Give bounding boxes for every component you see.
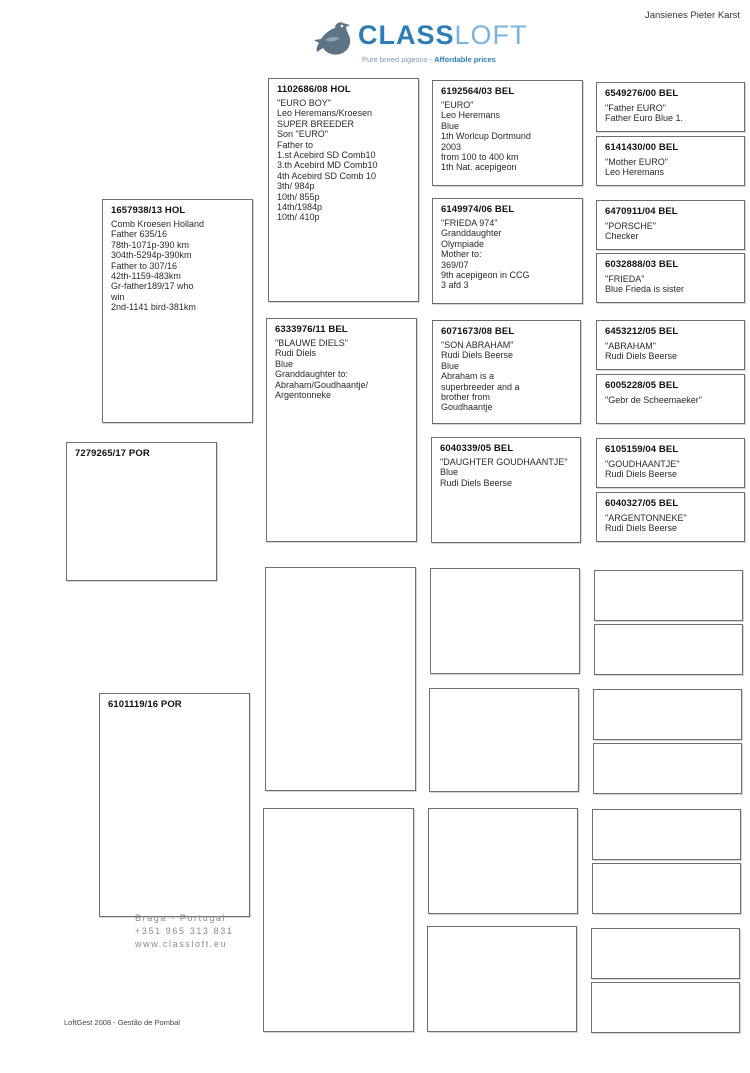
pigeon-detail-line: 1.st Acebird SD Comb10 bbox=[277, 150, 376, 161]
pigeon-box-ffm bbox=[432, 198, 583, 304]
ring-number: 1657938/13 HOL bbox=[111, 205, 186, 216]
pigeon-detail-line: 3.th Acebird MD Comb10 bbox=[277, 160, 378, 171]
pigeon-detail-line: 2003 bbox=[441, 141, 462, 152]
pigeon-detail-line: Olympiade bbox=[441, 238, 485, 249]
pigeon-box-fm bbox=[266, 318, 417, 542]
pigeon-detail-line: "Mother EURO" bbox=[605, 157, 668, 167]
pigeon-box-mm bbox=[263, 808, 414, 1032]
pigeon-detail-line: 1th Worlcup Dortmund bbox=[441, 131, 531, 142]
pigeon-detail-line: "Gebr de Scheemaeker" bbox=[605, 395, 702, 405]
ring-number: 6040327/05 BEL bbox=[605, 498, 679, 509]
ring-number: 1102686/08 HOL bbox=[277, 84, 351, 95]
pigeon-detail-line: superbreeder and a bbox=[441, 381, 520, 392]
pigeon-detail-line: "Father EURO" bbox=[605, 103, 666, 113]
pigeon-detail-line: 3 afd 3 bbox=[441, 280, 469, 291]
pigeon-box-mffm bbox=[594, 624, 743, 675]
pigeon-icon bbox=[313, 18, 357, 60]
pigeon-detail-line: Blue Frieda is sister bbox=[605, 284, 685, 295]
pigeon-detail-line: Father to 307/16 bbox=[111, 260, 178, 271]
pigeon-box-ffmm bbox=[596, 253, 745, 303]
ring-number: 6333976/11 BEL bbox=[275, 324, 348, 335]
ring-number: 6101119/16 POR bbox=[108, 699, 182, 710]
pigeon-detail-line: "EURO" bbox=[441, 100, 474, 110]
pigeon-box-fmfm bbox=[596, 374, 745, 424]
pigeon-detail-line: SUPER BREEDER bbox=[277, 118, 355, 129]
classloft-logo bbox=[313, 18, 533, 68]
pigeon-detail-line: Leo Heremans bbox=[605, 167, 665, 178]
pigeon-box-mfff bbox=[594, 570, 743, 621]
ring-number: 6105159/04 BEL bbox=[605, 444, 679, 455]
pigeon-detail-line: from 100 to 400 km bbox=[441, 152, 519, 163]
pigeon-detail-line: 2nd-1141 bird-381km bbox=[111, 302, 196, 313]
pigeon-box-ff bbox=[268, 78, 419, 302]
pigeon-detail-line: "FRIEDA" bbox=[605, 274, 645, 284]
pigeon-detail-line: Blue bbox=[441, 120, 460, 131]
pigeon-detail-line: "BLAUWE DIELS" bbox=[275, 338, 348, 348]
pigeon-detail-line: "EURO BOY" bbox=[277, 98, 331, 108]
pigeon-detail-line: "DAUGHTER GOUDHAANTJE" bbox=[440, 457, 568, 467]
pigeon-box-mff bbox=[430, 568, 580, 674]
ring-number: 6470911/04 BEL bbox=[605, 206, 678, 217]
pigeon-box-mmfm bbox=[592, 863, 741, 914]
pigeon-box-fffm bbox=[596, 136, 745, 186]
pigeon-box-fmmm bbox=[596, 492, 745, 542]
pigeon-box-ffff bbox=[596, 82, 745, 132]
pigeon-detail-line: 78th-1071p-390 km bbox=[111, 239, 190, 250]
footer-software: LoftGest 2008 - Gestão de Pombal bbox=[64, 1018, 180, 1027]
ring-number: 6192564/03 BEL bbox=[441, 86, 515, 97]
pigeon-detail-line: Rudi Diels Beerse bbox=[440, 477, 513, 488]
pigeon-detail-line: Goudhaantje bbox=[441, 402, 493, 413]
pigeon-detail-line: 4th Acebird SD Comb 10 bbox=[277, 170, 377, 181]
pigeon-box-ffmf bbox=[596, 200, 745, 250]
pigeon-detail-line: 42th-1159-483km bbox=[111, 271, 181, 282]
pigeon-detail-line: Rudi Diels Beerse bbox=[605, 523, 678, 534]
contact-location: Braga - Portugal bbox=[135, 913, 227, 923]
pigeon-detail-line: "SON ABRAHAM" bbox=[441, 340, 514, 350]
pigeon-box-fmmf bbox=[596, 438, 745, 488]
tagline-part1: Pure breed pigeons - bbox=[362, 55, 435, 64]
pigeon-detail-line: Son "EURO" bbox=[277, 129, 328, 140]
pigeon-box-fmm bbox=[431, 437, 581, 543]
pigeon-detail-line: Rudi Diels bbox=[275, 348, 317, 359]
pigeon-detail-line: Blue bbox=[440, 467, 459, 478]
pigeon-box-mmf bbox=[428, 808, 578, 914]
pigeon-detail-line: Father 635/16 bbox=[111, 229, 168, 240]
ring-number: 6549276/00 BEL bbox=[605, 88, 679, 99]
pigeon-detail-line: Comb Kroesen Holland bbox=[111, 219, 205, 229]
pigeon-detail-line: Blue bbox=[441, 360, 460, 371]
pigeon-box-fmff bbox=[596, 320, 745, 370]
ring-number: 6071673/08 BEL bbox=[441, 326, 515, 337]
pigeon-detail-line: brother from bbox=[441, 392, 491, 403]
ring-number: 6141430/00 BEL bbox=[605, 142, 679, 153]
ring-number: 6040339/05 BEL bbox=[440, 443, 514, 454]
pigeon-detail-line: Abraham is a bbox=[441, 371, 495, 382]
pigeon-detail-line: Checker bbox=[605, 231, 639, 242]
pigeon-detail-line: "ARGENTONNEKE" bbox=[605, 513, 687, 523]
brand-part-loft: LOFT bbox=[454, 20, 528, 50]
pigeon-box-fff bbox=[432, 80, 583, 186]
ring-number: 7279265/17 POR bbox=[75, 448, 150, 459]
pigeon-box-father bbox=[102, 199, 253, 423]
pigeon-detail-line: 10th/ 410p bbox=[277, 212, 320, 223]
pigeon-detail-line: Rudi Diels Beerse bbox=[605, 351, 678, 362]
pigeon-detail-line: 10th/ 855p bbox=[277, 191, 320, 202]
pigeon-detail-line: Leo Heremans/Kroesen bbox=[277, 108, 373, 119]
pigeon-detail-line: "PORSCHE" bbox=[605, 221, 656, 231]
brand-part-class: CLASS bbox=[358, 20, 455, 50]
pigeon-box-subject bbox=[66, 442, 217, 581]
pigeon-box-mfmf bbox=[593, 689, 742, 740]
pigeon-detail-line: Father Euro Blue 1. bbox=[605, 113, 684, 124]
pigeon-detail-line: Abraham/Goudhaantje/ bbox=[275, 379, 369, 390]
pigeon-detail-line: Granddaughter to: bbox=[275, 369, 349, 380]
pigeon-box-mmmf bbox=[591, 928, 740, 979]
contact-info bbox=[135, 912, 233, 951]
pigeon-detail-line: Granddaughter bbox=[441, 228, 502, 239]
pigeon-detail-line: win bbox=[111, 291, 125, 302]
pigeon-detail-line: Rudi Diels Beerse bbox=[441, 350, 514, 361]
pigeon-box-mfm bbox=[429, 688, 579, 792]
pigeon-detail-line: Mother to: bbox=[441, 249, 482, 260]
pigeon-detail-line: "FRIEDA 974" bbox=[441, 218, 498, 228]
brand-tagline bbox=[362, 55, 496, 64]
owner-name: Jansienes Pieter Karst bbox=[644, 10, 740, 21]
pigeon-detail-line: 304th-5294p-390km bbox=[111, 250, 192, 261]
pigeon-detail-line: 14th/1984p bbox=[277, 202, 323, 213]
pigeon-detail-line: "GOUDHAANTJE" bbox=[605, 459, 680, 469]
ring-number: 6032888/03 BEL bbox=[605, 259, 679, 270]
pigeon-detail-line: Leo Heremans bbox=[441, 110, 501, 121]
ring-number: 6453212/05 BEL bbox=[605, 326, 679, 337]
pigeon-detail-line: 369/07 bbox=[441, 259, 469, 270]
pigeon-detail-line: Father to bbox=[277, 139, 314, 150]
ring-number: 6005228/05 BEL bbox=[605, 380, 679, 391]
pigeon-detail-line: Gr-father189/17 who bbox=[111, 281, 194, 292]
contact-website[interactable]: www.classloft.eu bbox=[135, 939, 228, 949]
pigeon-box-fmf bbox=[432, 320, 581, 424]
pigeon-box-mfmm bbox=[593, 743, 742, 794]
contact-phone: +351 965 313 831 bbox=[135, 926, 234, 936]
tagline-part2: Affordable prices bbox=[434, 55, 496, 64]
pigeon-box-mmff bbox=[592, 809, 741, 860]
pigeon-detail-line: Blue bbox=[275, 358, 294, 369]
pigeon-box-mmmm bbox=[591, 982, 740, 1033]
brand-wordmark bbox=[358, 20, 528, 51]
pigeon-detail-line: 1th Nat. acepigeon bbox=[441, 162, 517, 173]
pigeon-box-mf bbox=[265, 567, 416, 791]
ring-number: 6149974/06 BEL bbox=[441, 204, 515, 215]
pigeon-detail-line: "ABRAHAM" bbox=[605, 341, 656, 351]
pigeon-detail-line: 9th acepigeon in CCG bbox=[441, 270, 530, 281]
pigeon-box-mother bbox=[99, 693, 250, 917]
pigeon-detail-line: Rudi Diels Beerse bbox=[605, 469, 678, 480]
pigeon-box-mmm bbox=[427, 926, 577, 1032]
pigeon-detail-line: Argentonneke bbox=[275, 390, 332, 401]
pigeon-detail-line: 3th/ 984p bbox=[277, 181, 315, 192]
